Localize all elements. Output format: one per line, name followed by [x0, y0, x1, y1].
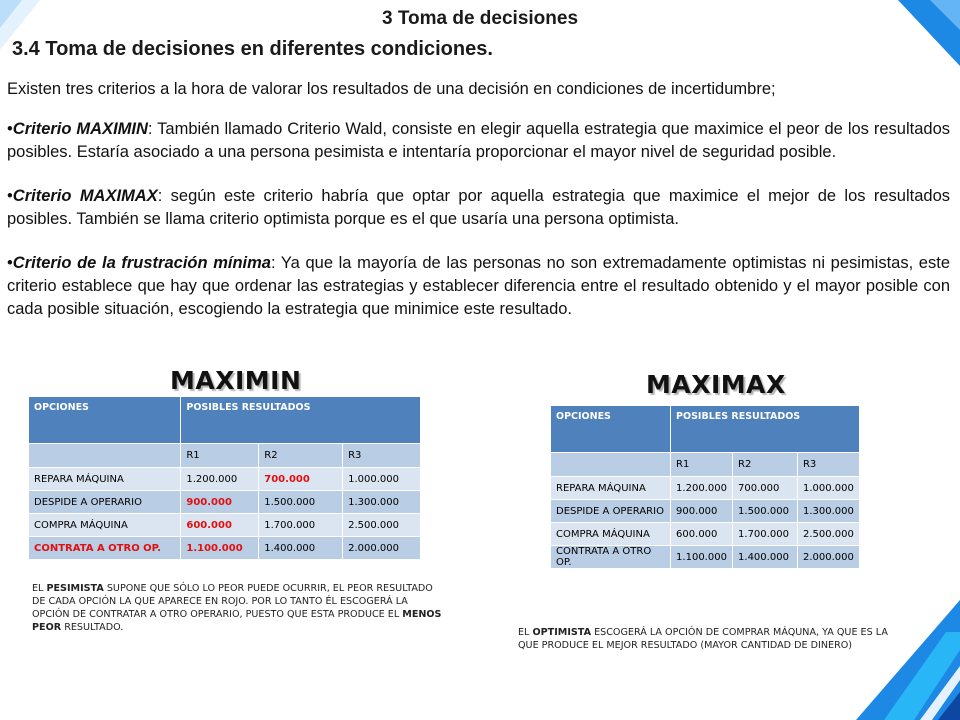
bullet: • — [7, 120, 13, 138]
row-label: DESPIDE A OPERARIO — [551, 500, 671, 523]
criterion-maximax — [7, 185, 950, 231]
note-bold: PESIMISTA — [46, 583, 104, 594]
col-header: R1 — [671, 453, 733, 477]
cell: 1.700.000 — [259, 514, 343, 537]
maximin-table — [28, 396, 421, 560]
table-row — [551, 500, 860, 523]
cell: 1.300.000 — [797, 500, 859, 523]
note-text: SUPONE QUE SÓLO LO PEOR PUEDE OCURRIR, EL PEOR RESULTADO DE CADA OPCIÓN LA QUE APARECE EN ROJO. POR LO TANTO ÉL ESCOGERÁ LA OPCIÓN DE CONTRATAR A OTRO OPERARIO, PUESTO QUE ESTA PRODUCE EL — [32, 583, 433, 620]
cell: 2.500.000 — [343, 514, 421, 537]
maximax-title: MAXIMAX — [646, 370, 786, 399]
section-title: 3 Toma de decisiones — [381, 8, 579, 29]
cell: 900.000 — [671, 500, 733, 523]
row-label-chosen: CONTRATA A OTRO OP. — [29, 537, 181, 560]
cell: 2.000.000 — [797, 546, 859, 569]
options-header: OPCIONES — [29, 397, 181, 444]
options-header: OPCIONES — [551, 406, 671, 453]
body-text — [7, 78, 950, 342]
cell: 2.000.000 — [343, 537, 421, 560]
cell: 1.200.000 — [181, 468, 259, 491]
note-text: EL — [32, 583, 47, 594]
results-header: POSIBLES RESULTADOS — [671, 406, 860, 453]
cell: 1.400.000 — [733, 546, 798, 569]
cell: 1.300.000 — [343, 491, 421, 514]
cell-worst: 1.100.000 — [181, 537, 259, 560]
bullet: • — [7, 187, 13, 205]
table-subheader-row — [29, 444, 421, 468]
criterion-term: Criterio de la frustración mínima — [12, 254, 271, 272]
results-header: POSIBLES RESULTADOS — [181, 397, 421, 444]
cell: 1.000.000 — [797, 477, 859, 500]
criterion-term: Criterio MAXIMAX — [12, 187, 158, 205]
intro-paragraph: Existen tres criterios a la hora de valorar los resultados de una decisión en condiciones de incertidumbre; — [7, 80, 776, 98]
note-text: EL — [518, 627, 533, 638]
note-bold: MENOS PEOR — [32, 609, 442, 633]
cell: 1.100.000 — [671, 546, 733, 569]
cell: 1.700.000 — [733, 523, 798, 546]
bullet: • — [7, 254, 13, 272]
table-row — [551, 546, 860, 569]
maximin-title: MAXIMIN — [170, 366, 302, 395]
note-text: ESCOGERÁ LA OPCIÓN DE COMPRAR MÁQUNA, YA QUE ES LA QUE PRODUCE EL MEJOR RESULTADO (MAYOR CANTIDAD DE DINERO) — [518, 627, 888, 651]
col-header: R2 — [259, 444, 343, 468]
note-text: RESULTADO. — [61, 622, 124, 633]
cell-worst: 600.000 — [181, 514, 259, 537]
empty-cell — [29, 444, 181, 468]
row-label: DESPIDE A OPERARIO — [29, 491, 181, 514]
maximin-note — [32, 582, 442, 634]
maximax-note — [518, 626, 903, 652]
criterion-text: : Ya que la mayoría de las personas no son extremadamente optimistas ni pesimistas, este criterio establece que hay que ordenar las estrategias y establecer diferencia entre el resultado obtenido y el mayor posible con cada posible situación, escogiendo la estrategia que minimice este resultado. — [7, 254, 950, 318]
col-header: R1 — [181, 444, 259, 468]
cell: 2.500.000 — [797, 523, 859, 546]
table-header-row — [29, 397, 421, 444]
criterion-min-frustration — [7, 252, 950, 321]
empty-cell — [551, 453, 671, 477]
row-label: REPARA MÁQUINA — [551, 477, 671, 500]
cell: 1.200.000 — [671, 477, 733, 500]
cell: 600.000 — [671, 523, 733, 546]
table-row — [29, 468, 421, 491]
row-label: COMPRA MÁQUINA — [551, 523, 671, 546]
criterion-term: Criterio MAXIMIN — [12, 120, 148, 138]
criterion-text: : según este criterio habría que optar por aquella estrategia que maximice el mejor de los resultados posibles. También se llama criterio optimista porque es el que usaría una persona optimista. — [7, 187, 950, 228]
cell: 1.500.000 — [733, 500, 798, 523]
col-header: R3 — [343, 444, 421, 468]
row-label: COMPRA MÁQUINA — [29, 514, 181, 537]
col-header: R3 — [797, 453, 859, 477]
maximax-table — [550, 405, 860, 569]
table-row — [29, 514, 421, 537]
table-row — [29, 491, 421, 514]
subsection-title: 3.4 Toma de decisiones en diferentes condiciones. — [12, 38, 493, 60]
cell: 1.000.000 — [343, 468, 421, 491]
table-subheader-row — [551, 453, 860, 477]
col-header: R2 — [733, 453, 798, 477]
criterion-text: : También llamado Criterio Wald, consiste en elegir aquella estrategia que maximice el peor de los resultados posibles. Estaría asociado a una persona pesimista e intentaría proporcionar el mayor nivel de seguridad posible. — [7, 120, 950, 161]
criterion-maximin — [7, 118, 950, 164]
row-label: REPARA MÁQUINA — [29, 468, 181, 491]
cell-worst: 900.000 — [181, 491, 259, 514]
table-row — [29, 537, 421, 560]
table-header-row — [551, 406, 860, 453]
row-label: CONTRATA A OTRO OP. — [551, 546, 671, 569]
cell: 700.000 — [733, 477, 798, 500]
cell: 1.500.000 — [259, 491, 343, 514]
table-row — [551, 523, 860, 546]
table-row — [551, 477, 860, 500]
note-bold: OPTIMISTA — [532, 627, 592, 638]
cell: 1.400.000 — [259, 537, 343, 560]
cell-worst: 700.000 — [259, 468, 343, 491]
